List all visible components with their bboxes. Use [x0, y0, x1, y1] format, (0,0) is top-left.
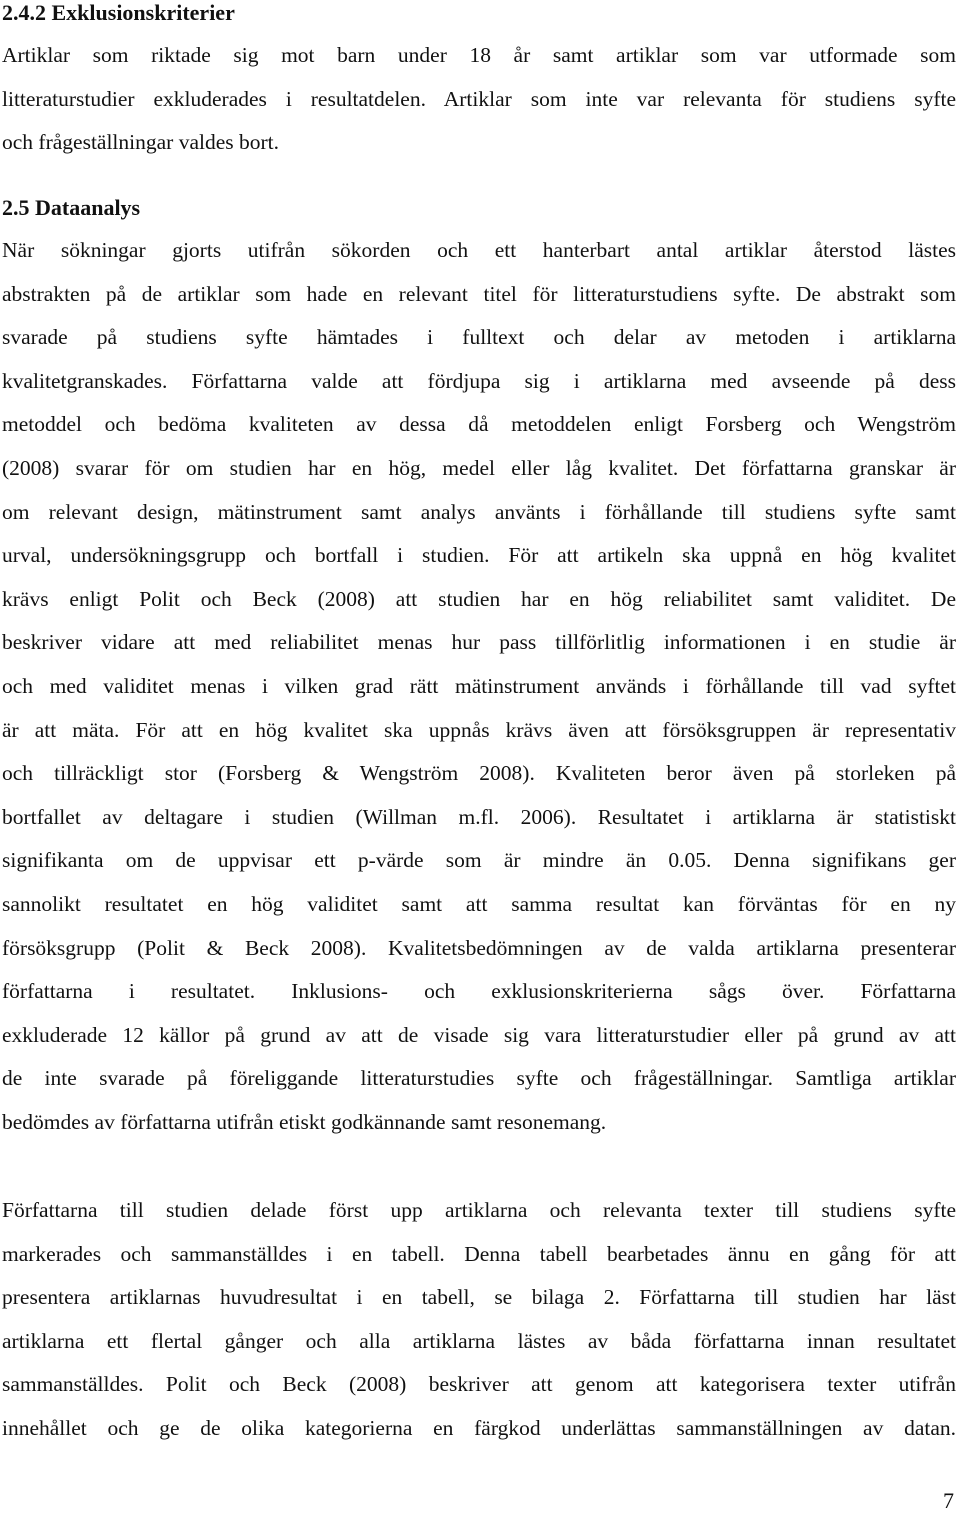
text-line: Författarna till studien delade först upp artiklarna och relevanta texter till studiens syfte	[2, 1198, 956, 1222]
paragraph-compilation	[2, 1189, 956, 1451]
text-line: sannolikt resultatet en hög validitet samt att samma resultat kan förväntas för en ny	[2, 891, 956, 916]
paragraph-exclusion	[2, 34, 956, 165]
text-line: om relevant design, mätinstrument samt analys använts i förhållande till studiens syfte samt	[2, 499, 956, 524]
text-line: sammanställdes. Polit och Beck (2008) beskriver att genom att kategorisera texter utifrån	[2, 1372, 956, 1397]
text-line: författarna i resultatet. Inklusions- och exklusionskriterierna sågs över. Författarna	[2, 979, 956, 1004]
text-line: kvalitetgranskades. Författarna valde att fördjupa sig i artiklarna med avseende på dess	[2, 368, 956, 393]
text-line: och tillräckligt stor (Forsberg & Wengström 2008). Kvaliteten beror även på storleken på	[2, 761, 956, 786]
text-line: urval, undersökningsgrupp och bortfall i studien. För att artikeln ska uppnå en hög kvalitet	[2, 543, 956, 568]
text-line: och med validitet menas i vilken grad rätt mätinstrument används i förhållande till vad syftet	[2, 673, 956, 698]
text-line: innehållet och ge de olika kategorierna en färgkod underlättas sammanställningen av datan.	[2, 1415, 956, 1440]
text-line: de inte svarade på föreliggande litteraturstudies syfte och frågeställningar. Samtliga artiklar	[2, 1066, 956, 1091]
text-line: presentera artiklarnas huvudresultat i en tabell, se bilaga 2. Författarna till studien har läst	[2, 1285, 956, 1310]
text-line: och frågeställningar valdes bort.	[2, 130, 280, 155]
text-line: metoddel och bedöma kvaliteten av dessa då metoddelen enligt Forsberg och Wengström	[2, 412, 956, 437]
section-heading-analysis: 2.5 Dataanalys	[2, 195, 141, 220]
text-line: markerades och sammanställdes i en tabell. Denna tabell bearbetades ännu en gång för att	[2, 1241, 956, 1266]
text-line: bedömdes av författarna utifrån etiskt godkännande samt resonemang.	[2, 1109, 607, 1134]
text-line: abstrakten på de artiklar som hade en relevant titel för litteraturstudiens syfte. De abstrakt som	[2, 281, 956, 306]
text-line: artiklarna ett flertal gånger och alla artiklarna lästes av båda författarna innan resultatet	[2, 1328, 956, 1353]
text-line: signifikanta om de uppvisar ett p-värde som är mindre än 0.05. Denna signifikans ger	[2, 848, 956, 873]
text-line: litteraturstudier exkluderades i resultatdelen. Artiklar som inte var relevanta för studiens syfte	[2, 86, 956, 111]
text-line: svarade på studiens syfte hämtades i fulltext och delar av metoden i artiklarna	[2, 325, 956, 350]
text-line: Artiklar som riktade sig mot barn under 18 år samt artiklar som var utformade som	[2, 43, 956, 67]
text-line: försöksgrupp (Polit & Beck 2008). Kvalitetsbedömningen av de valda artiklarna presenterar	[2, 935, 956, 960]
page-number: 7	[943, 1488, 954, 1513]
text-line: (2008) svarar för om studien har en hög, medel eller låg kvalitet. Det författarna granskar är	[2, 455, 956, 480]
text-line: krävs enligt Polit och Beck (2008) att studien har en hög reliabilitet samt validitet. De	[2, 586, 956, 611]
section-heading-exclusion: 2.4.2 Exklusionskriterier	[2, 0, 235, 25]
text-line: När sökningar gjorts utifrån sökorden och ett hanterbart antal artiklar återstod lästes	[2, 238, 956, 262]
text-line: bortfallet av deltagare i studien (Willman m.fl. 2006). Resultatet i artiklarna är statistiskt	[2, 804, 956, 829]
text-line: exkluderade 12 källor på grund av att de visade sig vara litteraturstudier eller på grund av att	[2, 1022, 956, 1047]
text-line: är att mäta. För att en hög kvalitet ska uppnås krävs även att försöksgruppen är representativ	[2, 717, 956, 742]
text-line: beskriver vidare att med reliabilitet menas hur pass tillförlitlig informationen i en studie är	[2, 630, 956, 655]
paragraph-analysis	[2, 229, 956, 1144]
